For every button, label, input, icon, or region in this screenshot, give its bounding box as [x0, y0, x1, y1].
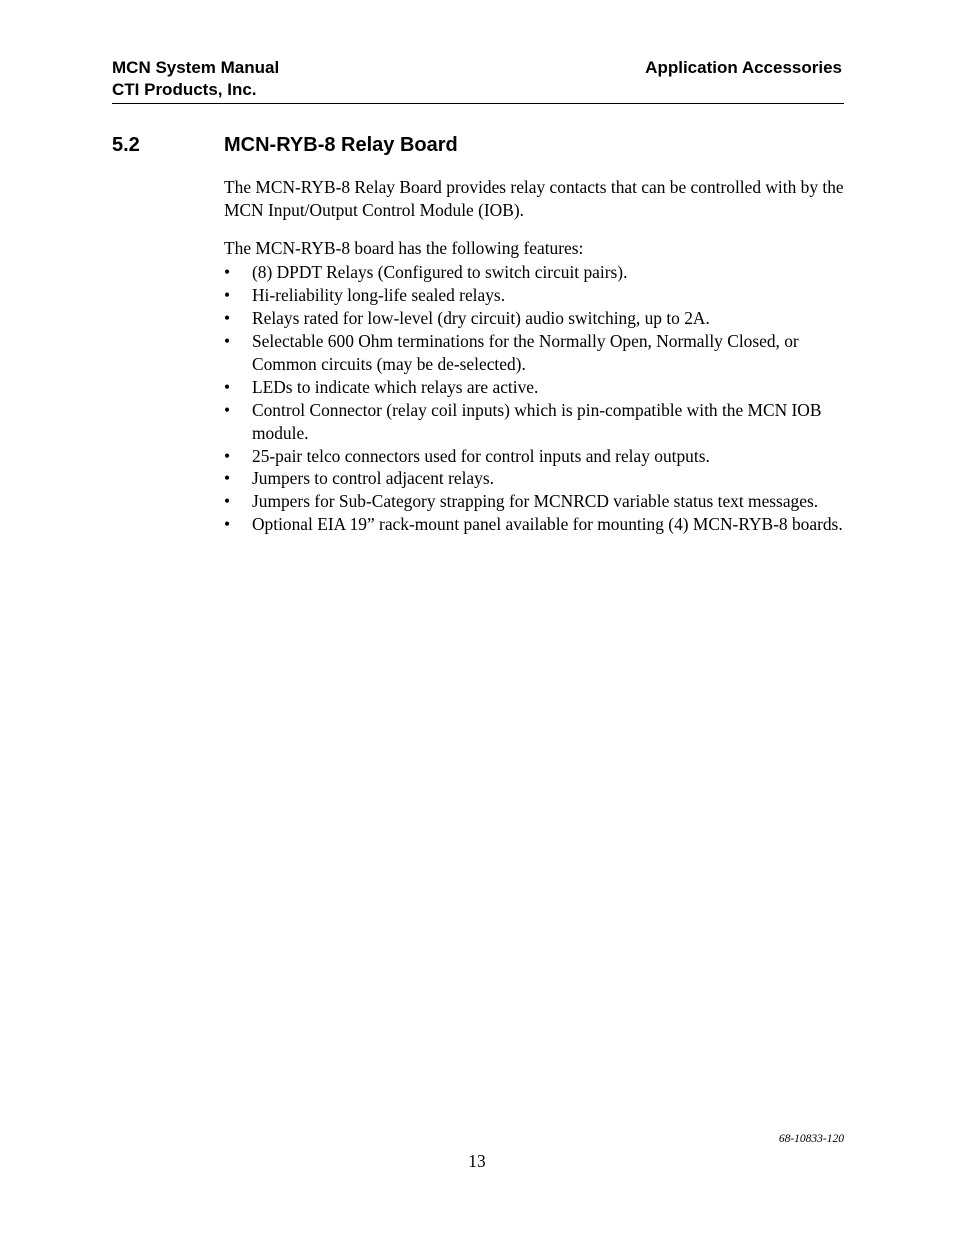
bullet-icon: •: [224, 307, 231, 328]
manual-title: MCN System Manual: [112, 58, 280, 77]
bullet-icon: •: [224, 376, 231, 397]
section-title: MCN-RYB-8 Relay Board: [224, 134, 458, 156]
list-item-text: (8) DPDT Relays (Configured to switch circuit pairs).: [252, 262, 628, 282]
list-item: [224, 284, 844, 307]
list-item: [224, 467, 844, 490]
list-item-text: Hi-reliability long-life sealed relays.: [252, 284, 506, 305]
list-item: [224, 376, 844, 399]
header-left: [112, 57, 279, 101]
chapter-title: Application Accessories: [645, 58, 842, 77]
document-number: 68-10833-120: [778, 1133, 844, 1145]
features-lead: The MCN-RYB-8 board has the following features:: [224, 238, 584, 258]
bullet-icon: •: [224, 491, 231, 512]
company-name: CTI Products, Inc.: [112, 80, 257, 99]
list-item: [224, 445, 844, 468]
page-number: 13: [468, 1151, 486, 1171]
bullet-icon: •: [224, 284, 231, 305]
list-item-text: Jumpers for Sub-Category strapping for MCNRCD variable status text messages.: [252, 491, 819, 512]
list-item-text: Jumpers to control adjacent relays.: [252, 468, 494, 489]
intro-paragraph: The MCN-RYB-8 Relay Board provides relay contacts that can be controlled with by the MCN Input/Output Control Module (IOB).: [224, 177, 844, 220]
list-item-text: Relays rated for low-level (dry circuit) audio switching, up to 2A.: [252, 307, 710, 328]
list-item-text: 25-pair telco connectors used for control inputs and relay outputs.: [252, 445, 710, 466]
list-item-text: Selectable 600 Ohm terminations for the Normally Open, Normally Closed, or Common circuits (may be de-selected).: [252, 330, 799, 374]
list-item: [224, 513, 844, 536]
list-item: [224, 330, 844, 376]
bullet-icon: •: [224, 262, 231, 282]
list-item-text: Optional EIA 19” rack-mount panel available for mounting (4) MCN-RYB-8 boards.: [252, 514, 843, 535]
list-item: [224, 399, 844, 445]
bullet-icon: •: [224, 399, 231, 420]
list-item: [224, 261, 844, 284]
list-item-text: LEDs to indicate which relays are active.: [252, 376, 539, 397]
bullet-icon: •: [224, 330, 231, 351]
header-divider: [112, 103, 844, 104]
bullet-icon: •: [224, 514, 231, 535]
bullet-icon: •: [224, 445, 231, 466]
list-item-text: Control Connector (relay coil inputs) which is pin-compatible with the MCN IOB module.: [252, 399, 822, 443]
bullet-icon: •: [224, 468, 231, 489]
list-item: [224, 490, 844, 513]
list-item: [224, 307, 844, 330]
feature-list: [224, 261, 844, 536]
section-number: 5.2: [112, 134, 140, 156]
